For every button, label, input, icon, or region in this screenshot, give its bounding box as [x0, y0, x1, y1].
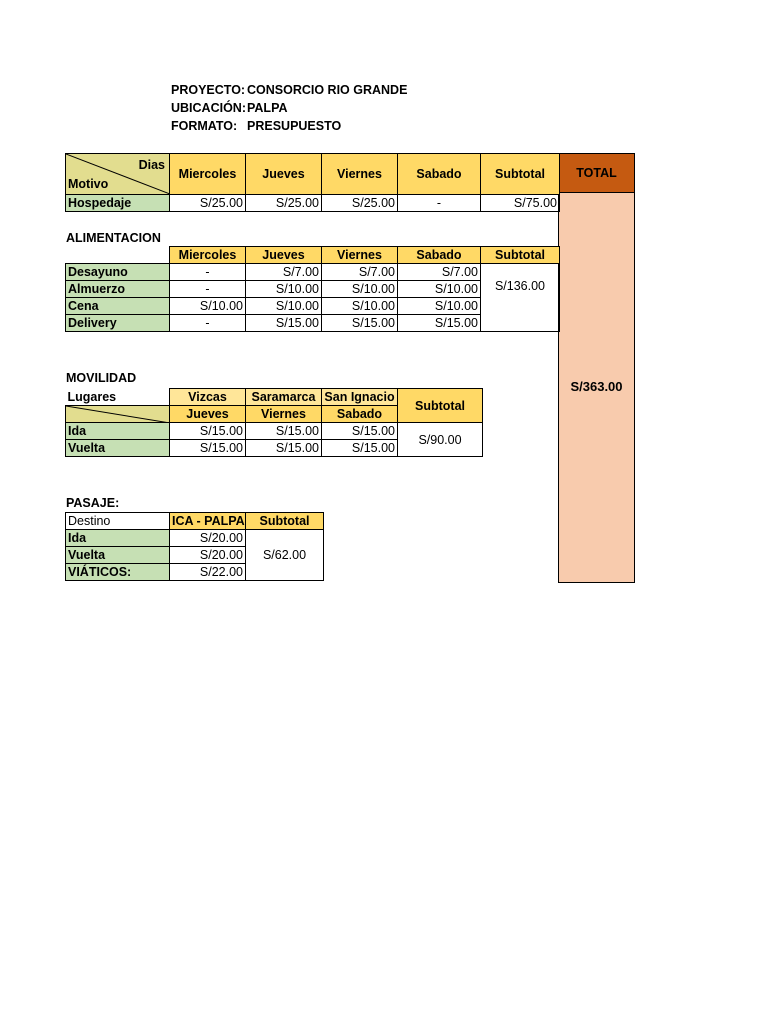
cell-value: S/10.00 [322, 298, 398, 315]
row-label: Delivery [66, 315, 170, 332]
cell-value: - [398, 195, 481, 212]
cell-value: S/10.00 [246, 298, 322, 315]
movilidad-table [65, 388, 483, 457]
day-header: Sabado [322, 406, 398, 423]
location-line [171, 101, 288, 116]
format-value: PRESUPUESTO [247, 119, 342, 133]
alimentacion-table [65, 246, 560, 332]
hospedaje-corner [66, 154, 170, 195]
row-label: Ida [66, 530, 170, 547]
row-label: Cena [66, 298, 170, 315]
location-value: PALPA [247, 101, 288, 115]
cell-value: S/7.00 [398, 264, 481, 281]
format-line [171, 119, 341, 134]
total-value: S/363.00 [570, 379, 623, 394]
cell-value: S/10.00 [398, 298, 481, 315]
cell-value: S/7.00 [322, 264, 398, 281]
cell-value: S/15.00 [398, 315, 481, 332]
col-header: Miercoles [170, 247, 246, 264]
movilidad-corner [66, 406, 170, 423]
cell-value: S/15.00 [322, 423, 398, 440]
place-header: San Ignacio [322, 389, 398, 406]
format-key: FORMATO: [171, 119, 238, 133]
cell-value: - [170, 264, 246, 281]
row-label: VIÁTICOS: [66, 564, 170, 581]
location-key: UBICACIÓN: [171, 101, 246, 115]
hospedaje-table [65, 153, 560, 212]
cell-subtotal: S/90.00 [398, 423, 483, 457]
cell-value: S/10.00 [398, 281, 481, 298]
col-header: Jueves [246, 154, 322, 195]
row-label: Vuelta [66, 440, 170, 457]
corner-destino: Destino [66, 513, 170, 530]
cell-value: S/20.00 [170, 530, 246, 547]
col-header: Subtotal [481, 247, 560, 264]
col-header: Sabado [398, 247, 481, 264]
cell-value: S/25.00 [170, 195, 246, 212]
row-label: Desayuno [66, 264, 170, 281]
cell-value: S/15.00 [170, 423, 246, 440]
col-header: Miercoles [170, 154, 246, 195]
project-value: CONSORCIO RIO GRANDE [247, 83, 408, 97]
total-header [558, 153, 635, 193]
row-label: Almuerzo [66, 281, 170, 298]
subtotal-header: Subtotal [398, 389, 483, 423]
cell-value: - [170, 315, 246, 332]
section-title-alimentacion: ALIMENTACION [66, 231, 161, 245]
day-header: Viernes [246, 406, 322, 423]
total-cell [558, 192, 635, 583]
cell-value: S/15.00 [246, 440, 322, 457]
col-header: Jueves [246, 247, 322, 264]
cell-subtotal: S/62.00 [246, 530, 324, 581]
cell-subtotal: S/136.00 [481, 264, 560, 332]
row-label: Hospedaje [66, 195, 170, 212]
place-header: Vizcas [170, 389, 246, 406]
cell-value: S/15.00 [170, 440, 246, 457]
corner-lugares: Lugares [66, 389, 170, 406]
empty-corner [66, 247, 170, 264]
col-header: Sabado [398, 154, 481, 195]
pasaje-table [65, 512, 324, 581]
section-title-pasaje: PASAJE: [66, 496, 120, 510]
cell-value: S/10.00 [322, 281, 398, 298]
col-header: Viernes [322, 154, 398, 195]
cell-value: S/20.00 [170, 547, 246, 564]
day-header: Jueves [170, 406, 246, 423]
cell-value: S/7.00 [246, 264, 322, 281]
cell-value: S/22.00 [170, 564, 246, 581]
corner-dias: Dias [138, 158, 165, 172]
cell-value: S/10.00 [170, 298, 246, 315]
cell-value: S/15.00 [246, 315, 322, 332]
cell-value: S/15.00 [322, 315, 398, 332]
row-label: Ida [66, 423, 170, 440]
cell-value: S/25.00 [246, 195, 322, 212]
diagonal-line [66, 406, 170, 423]
subtotal-header: Subtotal [246, 513, 324, 530]
corner-motivo: Motivo [68, 177, 109, 191]
cell-value: S/15.00 [322, 440, 398, 457]
cell-subtotal: S/75.00 [481, 195, 560, 212]
cell-value: - [170, 281, 246, 298]
total-label: TOTAL [576, 166, 617, 180]
col-header: ICA - PALPA [170, 513, 246, 530]
project-line [171, 83, 407, 98]
cell-value: S/25.00 [322, 195, 398, 212]
section-title-movilidad: MOVILIDAD [66, 371, 137, 385]
col-header: Subtotal [481, 154, 560, 195]
place-header: Saramarca [246, 389, 322, 406]
col-header: Viernes [322, 247, 398, 264]
cell-value: S/10.00 [246, 281, 322, 298]
row-label: Vuelta [66, 547, 170, 564]
cell-value: S/15.00 [246, 423, 322, 440]
project-key: PROYECTO: [171, 83, 246, 97]
